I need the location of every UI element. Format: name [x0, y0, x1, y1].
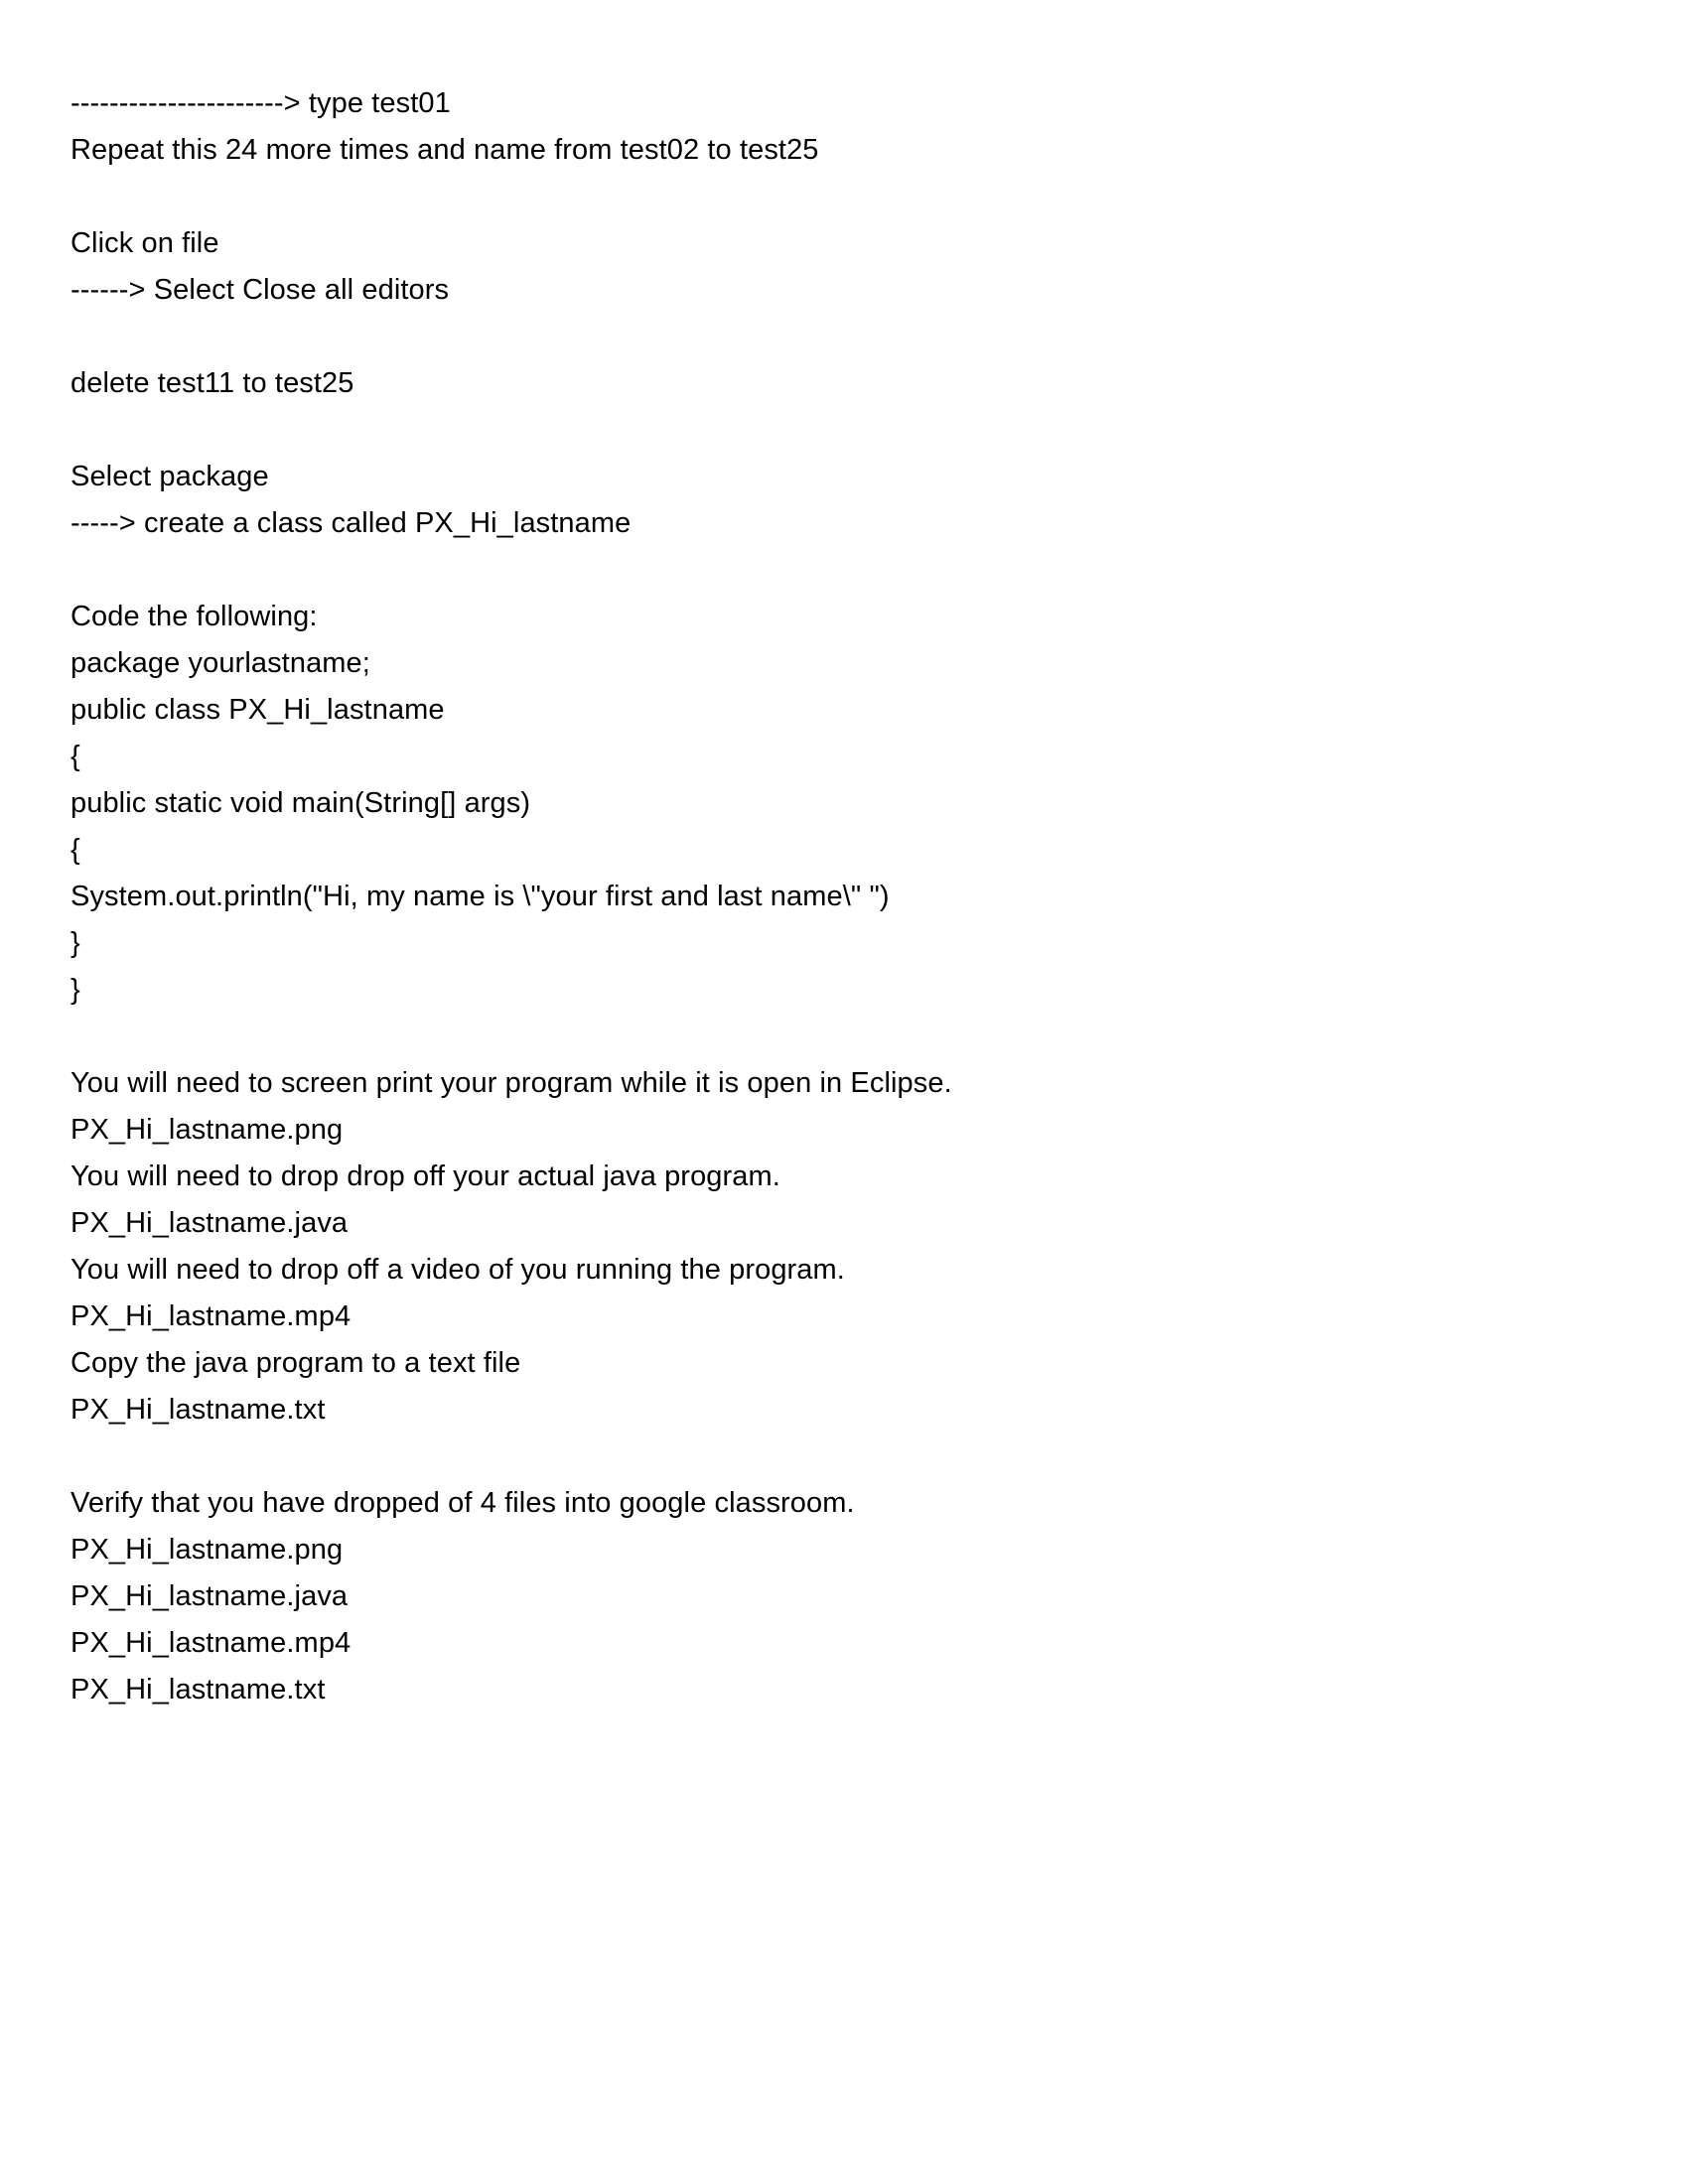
blank-line [70, 174, 1638, 220]
code-line-main-method: public static void main(String[] args) [70, 787, 531, 819]
blank-line [70, 547, 1638, 594]
code-line-close-brace: } [70, 974, 80, 1006]
text-line-screen-print-instruction: You will need to screen print your program while it is open in Eclipse. [70, 1067, 952, 1099]
text-line-filename-java: PX_Hi_lastname.java [70, 1580, 349, 1612]
blank-line [70, 1433, 1638, 1480]
text-line-repeat-instruction: Repeat this 24 more times and name from test02 to test25 [70, 134, 819, 166]
text-line-code-the-following: Code the following: [70, 601, 318, 632]
code-line-close-brace: } [70, 927, 80, 959]
blank-line [70, 1014, 1638, 1060]
text-line-arrow-type-test01: ----------------------> type test01 [70, 87, 451, 119]
text-line-filename-java: PX_Hi_lastname.java [70, 1207, 349, 1239]
text-line-verify-instruction: Verify that you have dropped of 4 files into google classroom. [70, 1487, 855, 1519]
text-line-select-close-all-editors: ------> Select Close all editors [70, 274, 450, 306]
text-line-drop-off-video-instruction: You will need to drop off a video of you running the program. [70, 1254, 845, 1286]
text-line-click-on-file: Click on file [70, 227, 219, 259]
text-line-filename-txt: PX_Hi_lastname.txt [70, 1674, 326, 1706]
text-line-copy-to-text-file: Copy the java program to a text file [70, 1347, 521, 1379]
blank-line [70, 407, 1638, 454]
code-line-println: System.out.println("Hi, my name is \"your first and last name\" ") [70, 881, 890, 912]
text-line-drop-off-java-instruction: You will need to drop drop off your actual java program. [70, 1160, 780, 1192]
text-line-filename-mp4: PX_Hi_lastname.mp4 [70, 1627, 352, 1659]
text-line-delete-tests: delete test11 to test25 [70, 367, 354, 399]
text-line-filename-png: PX_Hi_lastname.png [70, 1534, 344, 1566]
text-line-filename-png: PX_Hi_lastname.png [70, 1114, 344, 1146]
code-line-open-brace: { [70, 834, 80, 866]
text-line-filename-txt: PX_Hi_lastname.txt [70, 1394, 326, 1426]
document-text-block [70, 80, 1638, 1713]
code-line-package: package yourlastname; [70, 647, 370, 679]
text-line-select-package: Select package [70, 461, 269, 492]
code-line-public-class: public class PX_Hi_lastname [70, 694, 445, 726]
text-line-filename-mp4: PX_Hi_lastname.mp4 [70, 1300, 352, 1332]
blank-line [70, 314, 1638, 360]
text-line-create-class: -----> create a class called PX_Hi_lastname [70, 507, 632, 539]
code-line-open-brace: { [70, 741, 80, 772]
